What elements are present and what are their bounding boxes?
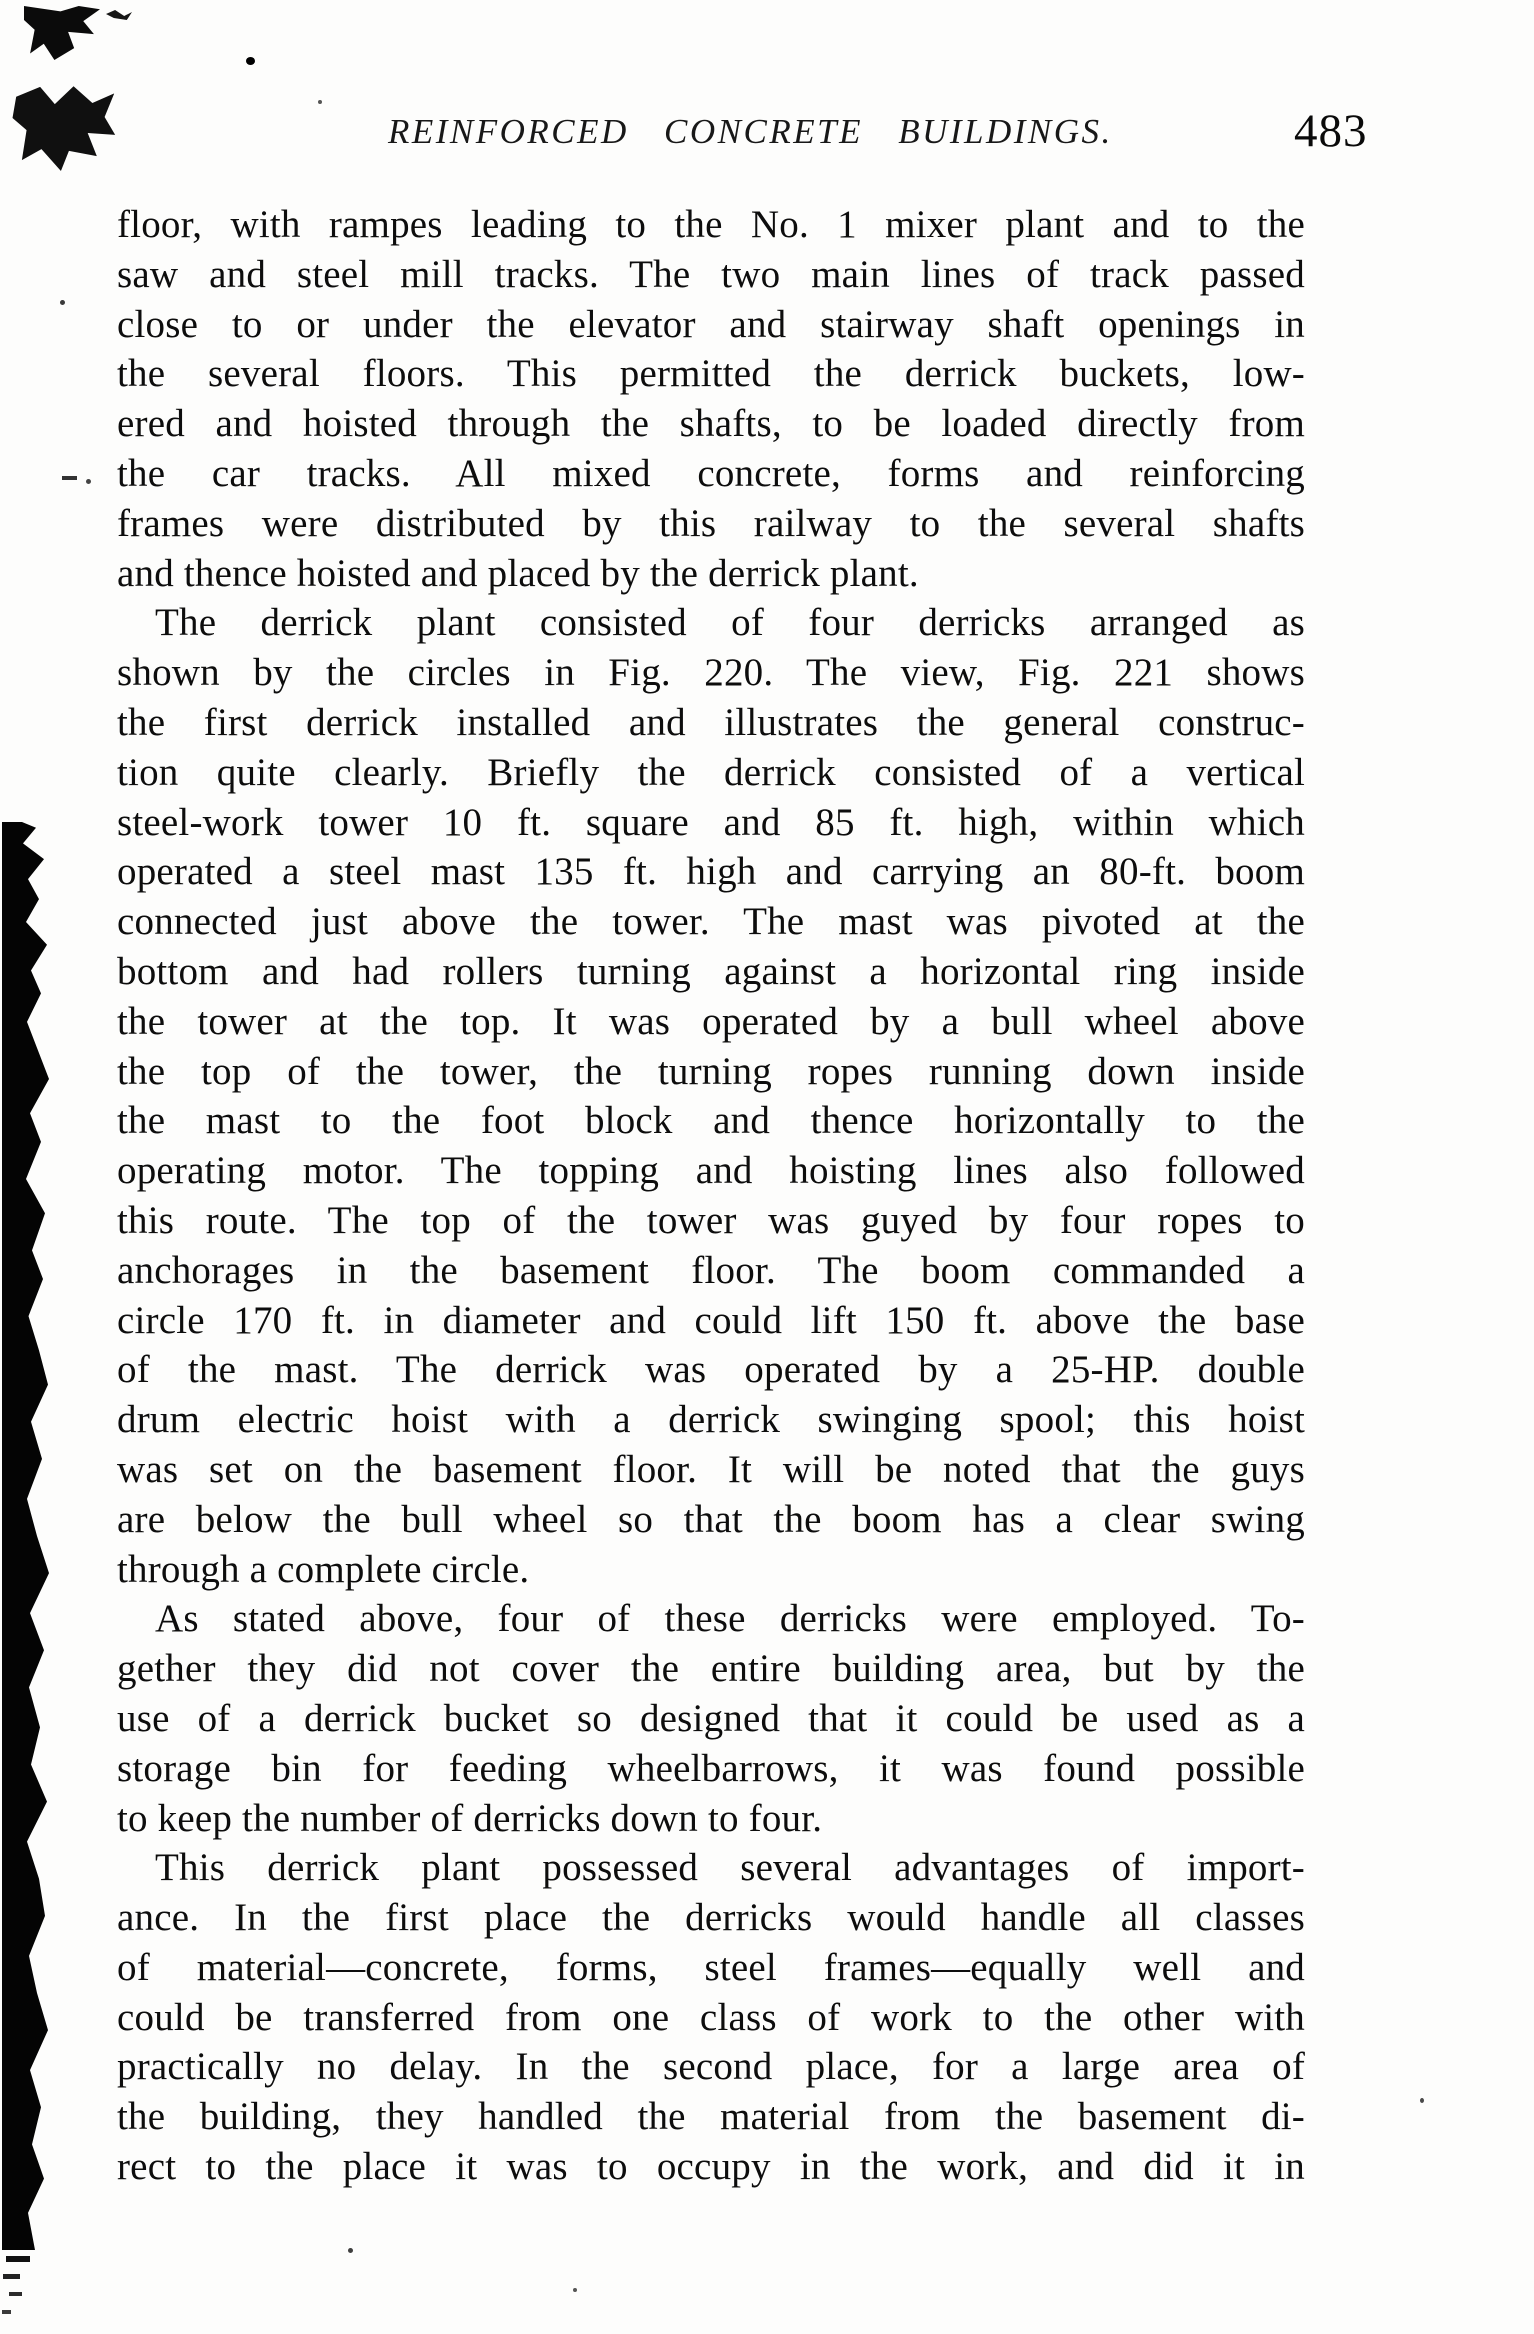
scan-artifact-dash — [6, 2256, 30, 2262]
text-line: anchorages in the basement floor. The boom commanded a — [117, 1248, 1305, 1292]
scan-artifact-dash — [3, 2274, 20, 2279]
text-line: of material—concrete, forms, steel frames—equally well and — [117, 1945, 1305, 1989]
scan-artifact-dot — [60, 300, 65, 305]
text-line: steel-work tower 10 ft. square and 85 ft. high, within which — [117, 800, 1305, 844]
scan-artifact-binding-shadow — [2, 822, 52, 2250]
text-line: As stated above, four of these derricks were employed. To- — [155, 1597, 1305, 1641]
text-line: through a complete circle. — [117, 1547, 530, 1591]
scan-artifact-top-left-smudge — [24, 6, 100, 60]
scan-artifact-dot — [246, 57, 255, 65]
scan-artifact-dot — [318, 100, 322, 104]
scan-artifact-dot — [1420, 2098, 1424, 2103]
text-line: close to or under the elevator and stairway shaft openings in — [117, 302, 1305, 346]
text-line: frames were distributed by this railway to the several shafts — [117, 501, 1305, 545]
text-line: operating motor. The topping and hoisting lines also followed — [117, 1149, 1305, 1193]
text-line: the tower at the top. It was operated by a bull wheel above — [117, 999, 1305, 1043]
text-line: shown by the circles in Fig. 220. The view, Fig. 221 shows — [117, 651, 1305, 695]
scan-artifact-top-left-speck — [106, 10, 132, 20]
text-line: the mast to the foot block and thence horizontally to the — [117, 1099, 1305, 1143]
text-line: gether they did not cover the entire building area, but by the — [117, 1647, 1305, 1691]
text-line: storage bin for feeding wheelbarrows, it was found possible — [117, 1746, 1305, 1790]
text-line: saw and steel mill tracks. The two main lines of track passed — [117, 252, 1305, 296]
page-body-text — [117, 200, 1305, 2192]
scan-artifact-dot — [573, 2288, 577, 2292]
text-line: circle 170 ft. in diameter and could lift 150 ft. above the base — [117, 1298, 1305, 1342]
text-line: to keep the number of derricks down to four. — [117, 1796, 823, 1840]
scan-artifact-dot — [86, 479, 91, 484]
text-line: practically no delay. In the second place, for a large area of — [117, 2045, 1305, 2089]
text-line: The derrick plant consisted of four derricks arranged as — [155, 601, 1305, 645]
text-line: and thence hoisted and placed by the derrick plant. — [117, 551, 919, 595]
text-line: floor, with rampes leading to the No. 1 mixer plant and to the — [117, 203, 1305, 246]
text-line: bottom and had rollers turning against a horizontal ring inside — [117, 949, 1305, 993]
text-line: was set on the basement floor. It will be noted that the guys — [117, 1447, 1305, 1491]
scan-artifact-dash — [9, 2292, 22, 2296]
text-line: operated a steel mast 135 ft. high and carrying an 80-ft. boom — [117, 850, 1305, 894]
text-line: this route. The top of the tower was guyed by four ropes to — [117, 1198, 1305, 1242]
scan-artifact-dot — [348, 2248, 353, 2253]
text-line: rect to the place it was to occupy in the work, and did it in — [117, 2145, 1305, 2189]
scan-artifact-top-left-blot — [9, 78, 123, 176]
text-line: This derrick plant possessed several advantages of import- — [155, 1846, 1305, 1890]
running-header-title: REINFORCED CONCRETE BUILDINGS. — [388, 112, 1113, 151]
scan-artifact-dash — [62, 476, 77, 480]
text-line: connected just above the tower. The mast was pivoted at the — [117, 900, 1305, 944]
text-line: the car tracks. All mixed concrete, forms and reinforcing — [117, 451, 1305, 495]
text-line: ered and hoisted through the shafts, to be loaded directly from — [117, 402, 1305, 446]
text-line: drum electric hoist with a derrick swinging spool; this hoist — [117, 1398, 1305, 1442]
text-line: tion quite clearly. Briefly the derrick consisted of a vertical — [117, 750, 1305, 794]
text-line: use of a derrick bucket so designed that it could be used as a — [117, 1696, 1305, 1740]
text-line: the building, they handled the material from the basement di- — [117, 2095, 1305, 2139]
page-number: 483 — [1294, 105, 1368, 157]
text-line: ance. In the first place the derricks would handle all classes — [117, 1896, 1305, 1940]
text-line: are below the bull wheel so that the boom has a clear swing — [117, 1497, 1305, 1541]
text-line: the first derrick installed and illustrates the general construc- — [117, 700, 1305, 744]
text-line: the top of the tower, the turning ropes running down inside — [117, 1049, 1305, 1093]
text-line: the several floors. This permitted the derrick buckets, low- — [117, 352, 1305, 396]
text-line: of the mast. The derrick was operated by a 25-HP. double — [117, 1348, 1305, 1392]
scan-artifact-dash — [2, 2310, 11, 2314]
text-line: could be transferred from one class of work to the other with — [117, 1995, 1305, 2039]
